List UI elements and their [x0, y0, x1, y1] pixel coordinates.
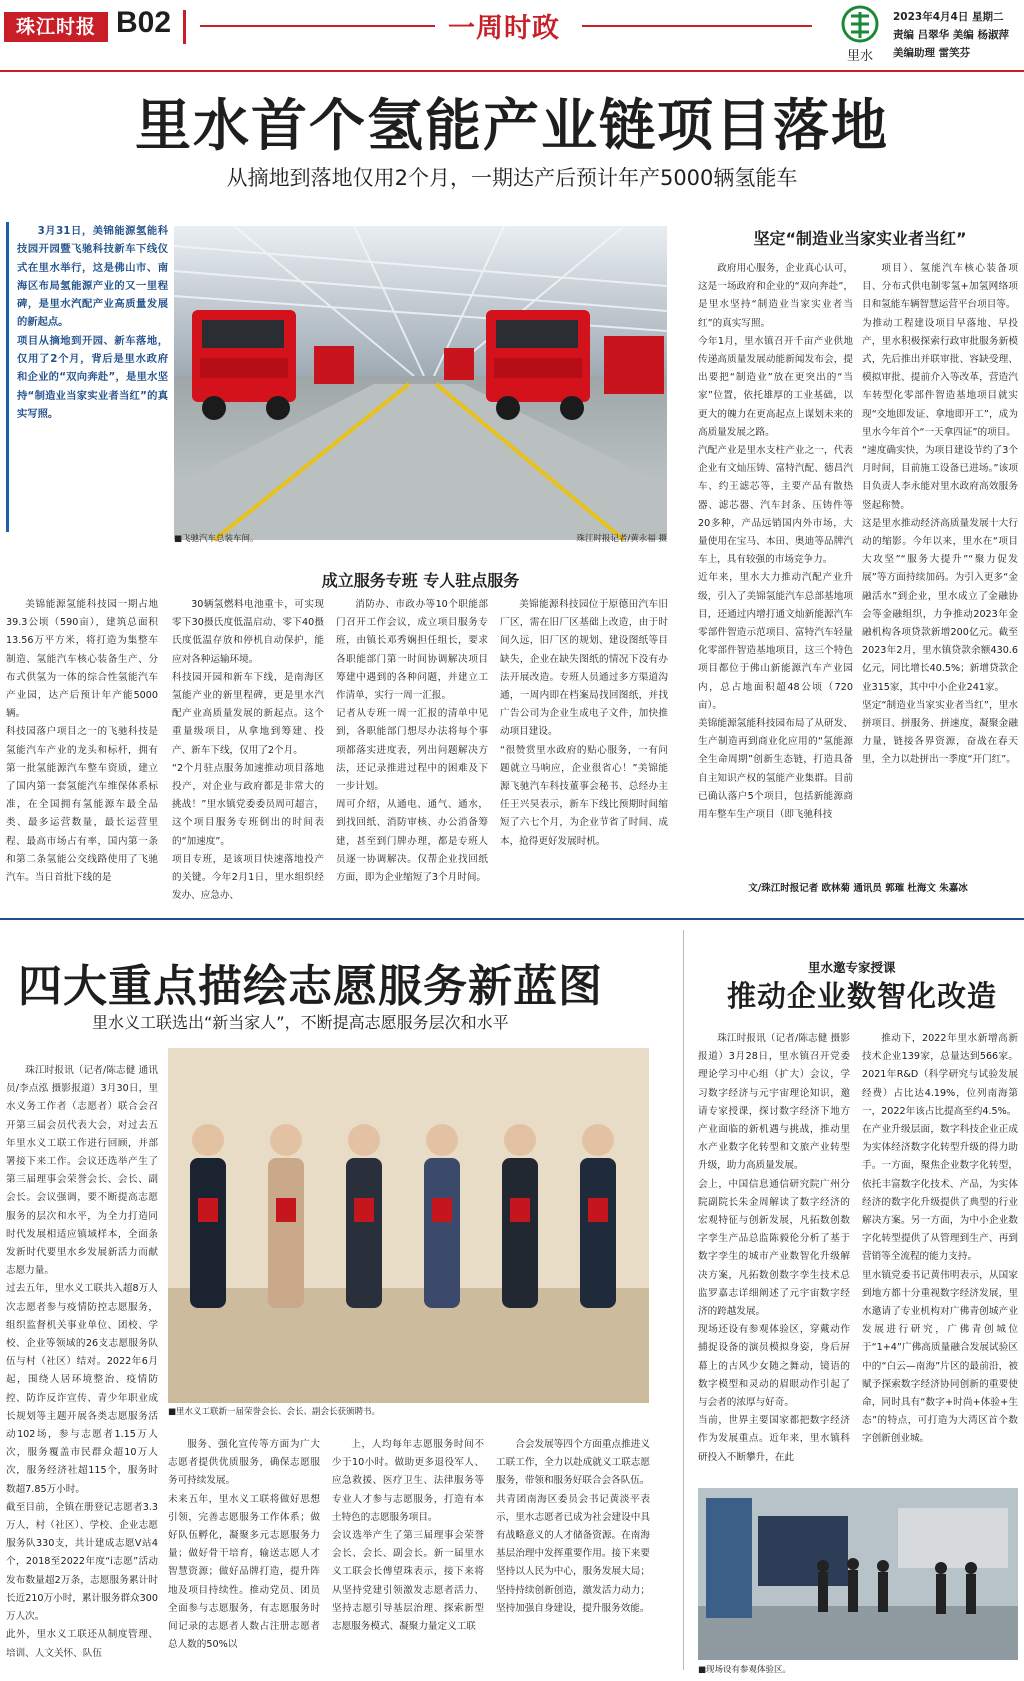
story2-bottom-col-2: 上，人均每年志愿服务时间不少于10小时。做助更多退役军人、应急救援、医疗卫生、法律服务等专业人才参与志愿服务，打造有本土特色的志愿服务项目。 会议选举产生了第三届理事会荣誉会长、会长、副会长。新一届里水义工联会长傅望珠表示，接下来将从坚持党建引领激发志愿者活力、坚持志愿引导基层治理、探索新型志愿服务模式、凝聚力量定义工联 [332, 1439, 484, 1633]
person-figure [424, 1158, 460, 1308]
certificate [510, 1198, 530, 1222]
story3-photo-caption: ■现场设有参观体验区。 [698, 1665, 792, 1675]
certificate [432, 1198, 452, 1222]
person-figure [502, 1158, 538, 1308]
story1-photo-caption: ■飞驰汽车总装车间。 [174, 534, 259, 544]
person-head [270, 1124, 302, 1156]
page-divider [183, 10, 186, 44]
story3-col-2: 推动下，2022年里水新增高新技术企业139家，总量达到566家。2021年R&D（科学研究与试验发展经费）占比达4.19%，位列南海第一，2022年该占比提高至约4.5%。 在产业升级层面，数字科技企业正成为实体经济数字化转型升级的得力助手。一方面，聚焦企业数字化转型，依托丰富数字化技术、产品，为实体经济的数字化升级提供了典型的行业解决方案。另一方面，为中小企业数字化转型提供了从管理到生产、再到营销等全流程的能力支持。 里水镇党委书记黄伟明表示，从国家到地方都十分重视数字经济发展，里水邀请了专业机构对广佛青创城产业发展进行研究，广佛青创城位于“1+4”广佛高质量融合发展试验区中的“白云—南海”片区的最前沿，被赋予探索数字经济协同创新的重要使命，同时具有“数字+时尚+体验+生态”的特点，可打造为大湾区首个数字创新创业城。 [862, 1033, 1018, 1445]
section-rule-left [200, 25, 435, 27]
story1-lead-text: 3月31日，美锦能源氢能科技园开园暨飞驰科技新车下线仪式在里水举行，这是佛山市、南海区布局氢能源产业的又一里程碑，是里水汽配产业高质量发展的新起点。 项目从摘地到开园、新车落地，仅用了2个月，背后是里水政府和企业的“双向奔赴”，是里水坚持“制造业当家实业者当红”的真实写照。 [17, 225, 168, 420]
story1-col-1: 美锦能源氢能科技园一期占地39.3公顷（590亩），建筑总面积13.56万平方米，将打造为集整车制造、氢能汽车核心装备生产、分布式供氢为一体的综合性氢能汽车产业园，达产后预计年产能5000辆。 科技园落户项目之一的飞驰科技是氢能汽车产业的龙头和标杆，拥有第一批氢能源汽车整车资质，建立了国内第一套氢能汽车维保体系标准，在全国拥有氢能源车最全品类、最多运营数量，最长运营里程、最高市场占有率，国内第一条和第二条氢能公交线路使用了飞驰汽车。当日首批下线的是 [6, 599, 158, 884]
factory-floor-illustration [174, 226, 667, 540]
person-figure [346, 1158, 382, 1308]
story1-right-col-1: 政府用心服务，企业真心认可，这是一场政府和企业的“双向奔赴”，是里水坚持“制造业当家实业者当红”的真实写照。 今年1月，里水镇召开千亩产业供地传递高质量发展动能新闻发布会，提出要把“制造业”放在更突出的“当家”位置，依托雄厚的工业基础，以更大的魄力在更高起点上谋划未来的高质量发展之路。 汽配产业是里水支柱产业之一，代表企业有文灿压铸、富特汽配、德昌汽车、约王滤芯等，主要产品有散热器、滤芯器、汽车封条、压铸件等20多种，产品远销国内外市场，大量使用在宝马、本田、奥迪等品牌汽车上，具有较强的市场竞争力。 近年来，里水大力推动汽配产业升级，引入了美锦氢能汽车总部基地项目，还通过内增打通文灿新能源汽车零部件智造示范项目、富特汽车轻量化零部件智造基地项目，这三个特色项目都位于佛山新能源汽车产业园内，总占地面积超48公顷（720亩）。 美锦能源氢能科技园布局了从研发、生产制造再到商业化应用的“氢能源全生命周期”创新生态链，打造具备自主知识产权的氢能产业集群。目前已确认落户5个项目，包括新能源商用车整车生产项目（即飞驰科技 [698, 263, 853, 821]
story1-photo-caption-row [174, 532, 667, 544]
story2-photo-caption: ■里水义工联新一届荣誉会长、会长、副会长获颁聘书。 [168, 1407, 381, 1417]
editor-line: 责编 吕翠华 美编 杨淑萍 [893, 29, 1009, 41]
certificate [276, 1198, 296, 1222]
story3-pretitle: 里水邀专家授课 [808, 960, 896, 975]
person-head [582, 1124, 614, 1156]
experience-zone-illustration [698, 1488, 1018, 1660]
story3-headline: 推动企业数智化改造 [726, 979, 997, 1013]
section-divider [0, 918, 1024, 920]
column-divider [683, 930, 684, 1670]
story1-subhead: 从摘地到落地仅用2个月，一期达产后预计年产5000辆氢能车 [226, 166, 798, 190]
story2-subhead: 里水义工联选出“新当家人”，不断提高志愿服务层次和水平 [92, 1013, 509, 1032]
story1-headline: 里水首个氢能产业链项目落地 [135, 93, 889, 159]
story1-col-3: 消防办、市政办等10个职能部门召开工作会议，成立项目服务专班，由镇长邓秀娴担任组长，要求各职能部门第一时间协调解决项目筹建中遇到的各种问题，并建立工作清单，实行一周一汇报。 记者从专班一周一汇报的清单中见到，各职能部门想尽办法将每个事项都落实进度表，列出问题解决方法，还记录推进过程中的困难及下一步计划。 周可介绍，从通电、通气、通水，到找回纸、消防审核、办公消备筹建，甚至到门牌办理，都是专班人员逐一协调解决。仅帮企业找回纸方面，即为企业缩短了3个月时间。 [336, 599, 488, 884]
story1-mid-title: 成立服务专班 专人驻点服务 [321, 571, 520, 590]
person-head [426, 1124, 458, 1156]
story1-lead [6, 222, 168, 532]
volunteer-group-illustration [168, 1048, 649, 1403]
story2-bottom-col-1: 服务、强化宣传等方面为广大志愿者提供优质服务，确保志愿服务可持续发展。 未来五年，里水义工联将做好思想引领，完善志愿服务工作体系；做好队伍孵化，凝聚多元志愿服务力量；做好骨干培育，输送志愿人才智慧资源；做好品牌打造，提升阵地及项目持续性。推动党员、团员全面参与志愿服务，有志愿服务时间记录的志愿者人数占注册志愿者总人数的50%以 [168, 1439, 320, 1651]
person-head [504, 1124, 536, 1156]
newspaper-logo: 珠江时报 [4, 12, 108, 42]
district-label: 里水 [846, 49, 874, 64]
person-head [192, 1124, 224, 1156]
section-title: 一周时政 [448, 13, 560, 44]
story1-right-col-2: 项目）、氢能汽车核心装备项目、分布式供电制零氢+加氢网络项目和氢能车辆智慧运营平台项目等。 为推动工程建设项目早落地、早投产，里水积极探索行政审批服务新模式，先后推出并联审批、容缺受理、模拟审批、提前介入等改革，营造汽车转型化零部件智造基地项目就实现“交地即发证、拿地即开工”，成为里水今年首个“一天拿四证”的项目。 “速度确实快，为项目建设节约了3个月时间，目前施工设备已进场。”该项目负责人李永能对里水政府高效服务竖起称赞。 这是里水推动经济高质量发展十大行动的缩影。今年以来，里水在“项目大攻坚”“服务大提升”“聚力促发展”等方面持续加码。为引入更多“金融活水”到企业，里水成立了金融协会等金融组织，力争推动2023年金融机构各项贷款新增200亿元。截至2023年2月，里水镇贷款余额430.6亿元，同比增长40.5%；新增贷款企业315家，其中中小企业241家。 坚定“制造业当家实业者当红”，里水拼项目、拼服务、拼速度，凝聚金融力量，链接各界资源，奋战在春天里，全力以赴拼出一季度“开门红”。 [862, 263, 1018, 766]
factory-photo [174, 226, 667, 540]
issue-meta [893, 8, 1009, 62]
story2-bottom-col-3: 合会发展等四个方面重点推进义工联工作，全力以赴成就义工联志愿服务，带领和服务好联合会各队伍。 共青团南海区委员会书记黄淡平表示，里水志愿者已成为社会建设中具有战略意义的人才储备资源。在南海基层治理中发挥重要作用。接下来要坚持以人民为中心，服务发展大局；坚持持续创新创造，激发活力动力；坚持加强自身建设，提升服务效能。 [496, 1439, 650, 1614]
page-number: B02 [116, 6, 172, 39]
certificate [354, 1198, 374, 1222]
lishui-emblem-icon [836, 4, 884, 66]
story1-byline: 文/珠江时报记者 欧林菊 通讯员 郭璀 杜海文 朱嘉冰 [748, 883, 968, 894]
issue-date: 2023年4月4日 星期二 [893, 11, 1004, 23]
person-head [348, 1124, 380, 1156]
story1-col-2: 30辆氢燃料电池重卡，可实现零下30摄氏度低温启动、零下40摄氏度低温存放和停机自动保护，能应对各种运输环境。 科技园开园和新车下线，是南海区氢能产业的新里程碑，更是里水汽配产业高质量发展的新起点。这个重量级项目，从拿地到筹建、投产、新车下线，仅用了2个月。 “2个月驻点服务加速推动项目落地投产，对企业与政府都是非常大的挑战！”里水镇党委委员周可超言，这个项目服务专班倒出的时间表的“加速度”。 项目专班，是该项目快速落地投产的关键。今年2月1日，里水组织经发办、应急办、 [172, 599, 324, 902]
story1-right-title: 坚定“制造业当家实业者当红” [753, 229, 967, 248]
editor-assistant-line: 美编助理 雷笑芬 [893, 47, 971, 59]
volunteer-group-photo [168, 1048, 649, 1403]
story1-col-4: 美锦能源科技园位于原德田汽车旧厂区，需在旧厂区基础上改造，由于时间久远，旧厂区的规划、建设图纸等目缺失，企业在缺失图纸的情况下没有办法开展改造。专班人员通过多方渠道沟通，一周内即在档案局找回图纸，并找广告公司为企业生成电子文件，加快推动项目建设。 “很赞赏里水政府的贴心服务，一有问题就立马响应，企业很省心！”美锦能源飞驰汽车科技董事会秘书、总经办主任王兴昊表示，新车下线比预期时间缩短了六七个月，为企业节省了时间、成本，抢得更好发展时机。 [500, 599, 668, 847]
masthead [0, 0, 1024, 72]
section-rule-right [582, 25, 812, 27]
story2-left-col: 珠江时报讯（记者/陈志健 通讯员/李点泓 摄影报道）3月30日，里水义务工作者（志愿者）联合会召开第三届会员代表大会，对过去五年里水义工联工作进行回顾，并部署接下来工作。会议还选举产生了第三届理事会荣誉会长、会长、副会长。会议强调，要不断提高志愿服务的层次和水平，为全力打造同时代发展相适应镇域样本，全面条发新时代要里水乡发展新活力而献志愿力量。 过去五年，里水义工联共入超8万人次志愿者参与疫情防控志愿服务，组织监督机关事业单位、团校、学校、企业等领域的26支志愿服务队伍与村（社区）结对。2022年6月起，围绕人居环境整治、疫情防控、防诈反诈宣传、青少年职业成长规划等主题开展各类志愿服务活动102场，参与志愿者1.15万人次，服务覆盖市民群众超10万人次，服务经济社超115个，服务时数超7.85万小时。 截至目前，全镇在册登记志愿者3.3万人，村（社区）、学校、企业志愿服务队330支，共计建成志愿V站4个，2018至2022年度“i志愿”活动发布数量超2万条，志愿服务累计时长近210万小时，累计服务群众300万人次。 此外，里水义工联还从制度管理、培训、人文关怀、队伍 [6, 1065, 158, 1659]
experience-zone-photo [698, 1488, 1018, 1660]
person-figure [190, 1158, 226, 1308]
person-figure [268, 1158, 304, 1308]
story2-headline: 四大重点描绘志愿服务新蓝图 [18, 961, 603, 1012]
story1-photo-credit: 珠江时报记者/黄永福 摄 [576, 534, 667, 544]
certificate [588, 1198, 608, 1222]
story3-col-1: 珠江时报讯（记者/陈志健 摄影报道）3月28日，里水镇召开党委理论学习中心组（扩大）会议，学习数字经济与元宇宙理论知识，邀请专家授课，探讨数字经济下地方产业面临的新机遇与挑战，推动里水产业数字化转型和文旅产业转型升级，助力高质量发展。 会上，中国信息通信研究院广州分院副院长朱金周解读了数字经济的宏观特征与创新发展，凡拓数创数字孪生产品总监陈毅伦分析了基于数字孪生的城市产业数智化升级解决方案，凡拓数创数字孪生技术总监罗嘉志详细阐述了元宇宙数字经济的跨越发展。 现场还设有参观体验区，穿戴动作捕捉设备的演员模拟身姿，身后屏幕上的古风少女随之舞动，镜语的数字模型和灵动的眉眼动作引起了与会者的浓厚与好奇。 当前，世界主要国家都把数字经济作为发展重点。近年来，里水镇科研投入不断攀升，在此 [698, 1033, 850, 1463]
certificate [198, 1198, 218, 1222]
person-figure [580, 1158, 616, 1308]
